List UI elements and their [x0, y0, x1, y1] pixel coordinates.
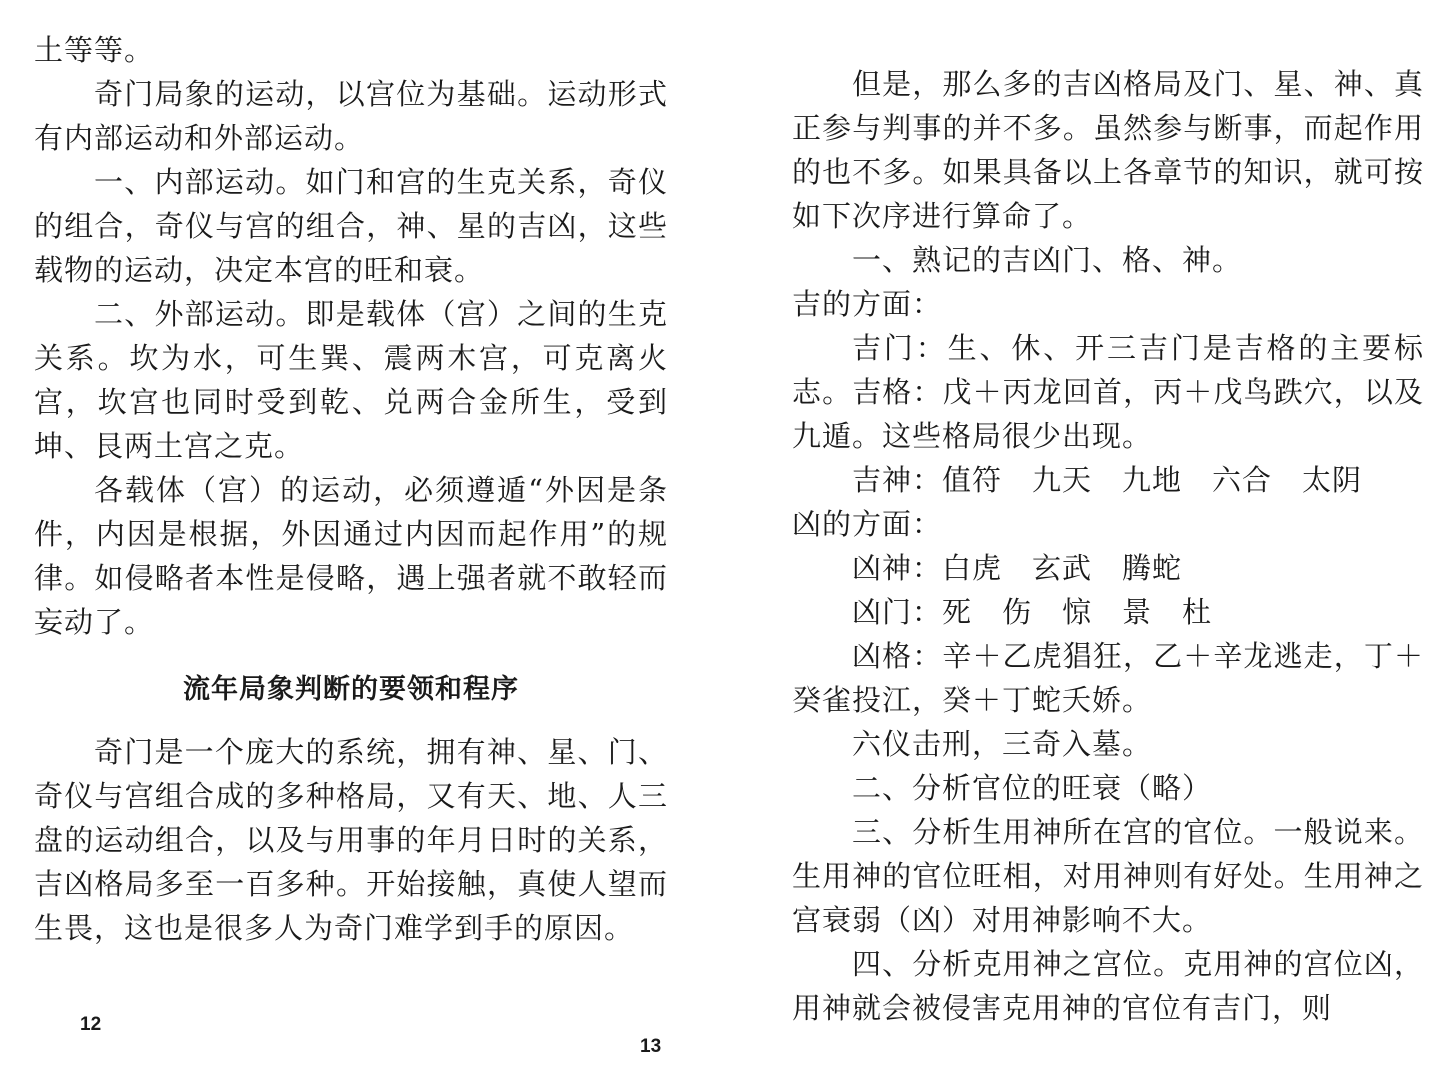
paragraph: 二、外部运动。即是载体（宫）之间的生克关系。坎为水，可生巽、震两木宫，可克离火宫，坎宫也同时受到乾、兑两合金所生，受到坤、艮两土宫之克。 — [34, 297, 668, 463]
left-page-text-bottom — [34, 730, 668, 950]
paragraph: 吉神：值符 九天 九地 六合 太阴 — [852, 463, 1363, 497]
right-page-text — [792, 62, 1422, 1030]
paragraph: 六仪击刑，三奇入墓。 — [852, 727, 1153, 761]
page-number-left: 12 — [80, 1014, 102, 1035]
paragraph: 一、内部运动。如门和宫的生克关系，奇仪的组合，奇仪与宫的组合，神、星的吉凶，这些载物的运动，决定本宫的旺和衰。 — [34, 165, 668, 287]
section-heading: 流年局象判断的要领和程序 — [183, 674, 519, 705]
paragraph: 各载体（宫）的运动，必须遵遁“外因是条件，内因是根据，外因通过内因而起作用”的规律。如侵略者本性是侵略，遇上强者就不敢轻而妄动了。 — [34, 473, 668, 639]
paragraph: 奇门局象的运动，以宫位为基础。运动形式有内部运动和外部运动。 — [34, 77, 668, 155]
right-page — [718, 0, 1436, 1080]
paragraph: 四、分析克用神之宫位。克用神的宫位凶，用神就会被侵害克用神的官位有吉门，则 — [792, 947, 1424, 1025]
paragraph: 二、分析官位的旺衰（略） — [852, 771, 1213, 805]
paragraph: 凶门：死 伤 惊 景 杜 — [852, 595, 1213, 629]
paragraph: 三、分析生用神所在宫的官位。一般说来。生用神的官位旺相，对用神则有好处。生用神之宫衰弱（凶）对用神影响不大。 — [792, 815, 1424, 937]
paragraph: 土等等。 — [34, 33, 155, 67]
left-page-text-top — [34, 28, 668, 644]
paragraph: 凶的方面： — [792, 507, 943, 541]
paragraph: 吉门：生、休、开三吉门是吉格的主要标志。吉格：戊＋丙龙回首，丙＋戊鸟跌穴，以及九遁。这些格局很少出现。 — [792, 331, 1424, 453]
paragraph: 但是，那么多的吉凶格局及门、星、神、真正参与判事的并不多。虽然参与断事，而起作用的也不多。如果具备以上各章节的知识，就可按如下次序进行算命了。 — [792, 67, 1424, 233]
page-number-right: 13 — [640, 1036, 662, 1057]
paragraph: 凶神：白虎 玄武 腾蛇 — [852, 551, 1183, 585]
paragraph: 奇门是一个庞大的系统，拥有神、星、门、奇仪与宫组合成的多种格局，又有天、地、人三盘的运动组合，以及与用事的年月日时的关系，吉凶格局多至一百多种。开始接触，真使人望而生畏，这也是很多人为奇门难学到手的原因。 — [34, 735, 668, 945]
paragraph: 凶格：辛＋乙虎猖狂，乙＋辛龙逃走，丁＋癸雀投江，癸＋丁蛇夭娇。 — [792, 639, 1424, 717]
paragraph: 一、熟记的吉凶门、格、神。 — [852, 243, 1243, 277]
paragraph: 吉的方面： — [792, 287, 943, 321]
